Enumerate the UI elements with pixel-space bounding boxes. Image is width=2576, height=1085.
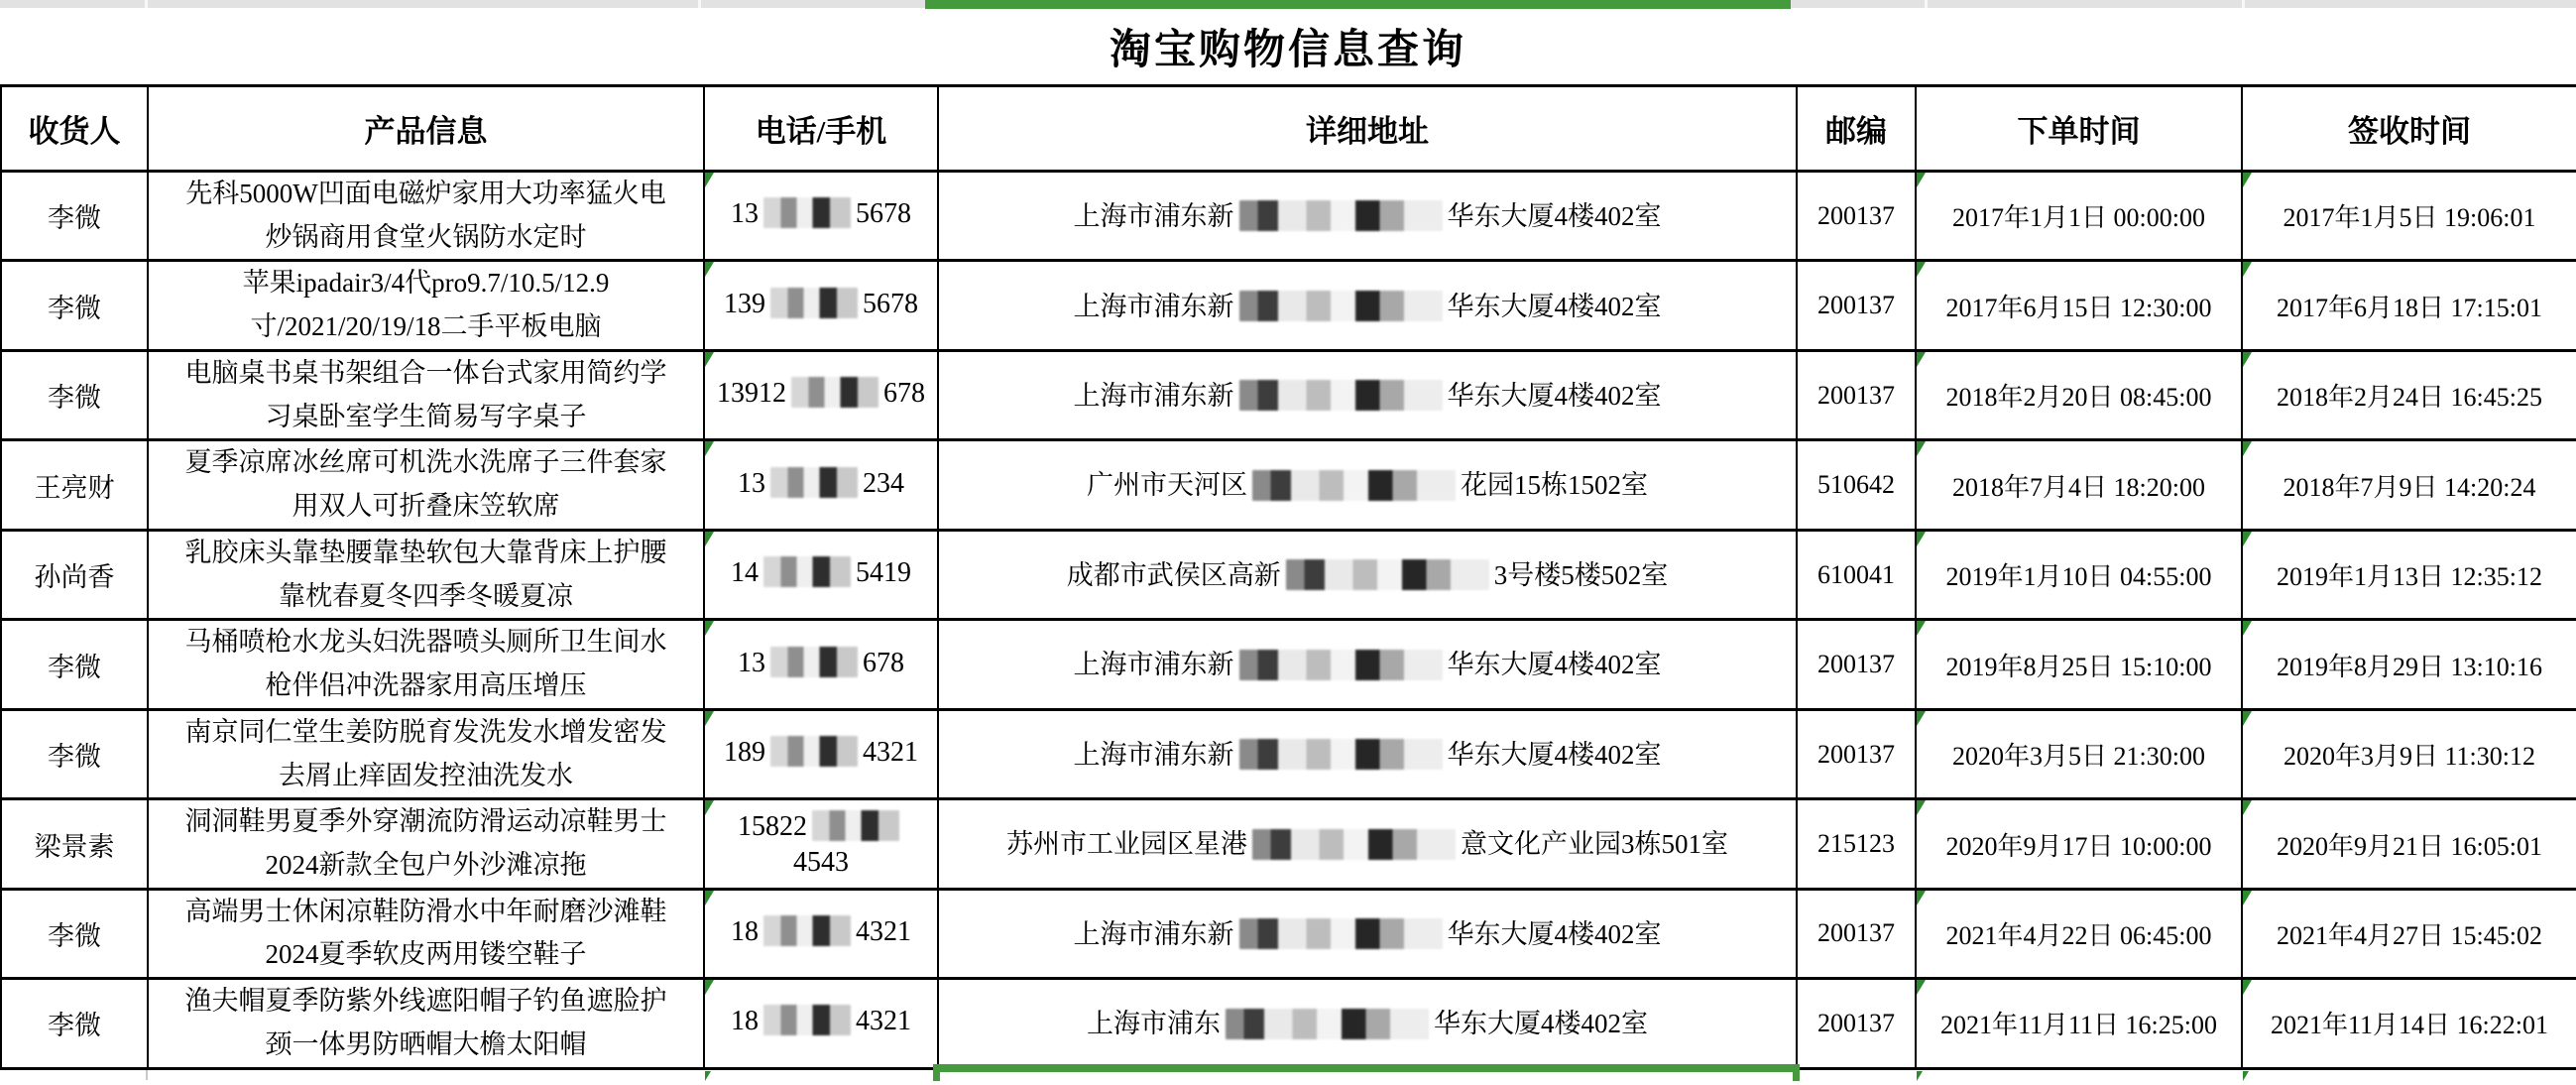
cell-phone[interactable] bbox=[704, 979, 938, 1068]
product-text: 洞洞鞋男夏季外穿潮流防滑运动凉鞋男士2024新款全包户外沙滩凉拖 bbox=[184, 806, 667, 881]
zip-text: 200137 bbox=[1817, 200, 1895, 230]
redaction-block bbox=[812, 810, 899, 841]
redaction-block bbox=[1239, 739, 1443, 770]
cell-product[interactable] bbox=[148, 620, 704, 709]
cell-product[interactable] bbox=[148, 350, 704, 439]
product-text: 夏季凉席冰丝席可机洗水洗席子三件套家用双人可折叠床笠软席 bbox=[184, 447, 667, 522]
redaction-block bbox=[770, 736, 858, 767]
cell-product[interactable] bbox=[148, 530, 704, 619]
cell-recipient[interactable] bbox=[1, 620, 148, 709]
cell-flag-triangle-icon bbox=[1917, 532, 1926, 546]
cell-order-time[interactable] bbox=[1916, 889, 2242, 978]
cell-flag-triangle-icon bbox=[705, 980, 714, 995]
cell-flag-triangle-icon bbox=[705, 1071, 711, 1081]
order-time-text: 2021年4月22日 06:45:00 bbox=[1945, 920, 2212, 950]
zip-text: 200137 bbox=[1817, 380, 1895, 410]
cell-zip[interactable] bbox=[1797, 350, 1916, 439]
address-prefix-text: 苏州市工业园区星港 bbox=[1006, 829, 1247, 860]
cell-flag-triangle-icon bbox=[705, 621, 714, 636]
table-row bbox=[1, 440, 2576, 530]
redaction-block bbox=[763, 915, 851, 946]
cell-product[interactable] bbox=[148, 979, 704, 1068]
cell-address[interactable] bbox=[938, 172, 1797, 261]
cell-flag-triangle-icon bbox=[1917, 173, 1926, 187]
receipt-time-text: 2020年9月21日 16:05:01 bbox=[2277, 831, 2542, 861]
phone-suffix-text: 5419 bbox=[856, 557, 911, 589]
redaction-block bbox=[770, 288, 858, 318]
table-row bbox=[1, 709, 2576, 798]
recipient-text: 李微 bbox=[48, 920, 101, 951]
order-time-text: 2018年2月20日 08:45:00 bbox=[1945, 383, 2212, 413]
product-text: 高端男士休闲凉鞋防滑水中年耐磨沙滩鞋2024夏季软皮两用镂空鞋子 bbox=[184, 896, 667, 970]
order-time-text: 2019年1月10日 04:55:00 bbox=[1945, 562, 2212, 592]
cell-phone[interactable] bbox=[704, 620, 938, 709]
cell-address[interactable] bbox=[938, 530, 1797, 619]
address-prefix-text: 上海市浦东新 bbox=[1073, 918, 1234, 949]
product-text: 电脑桌书桌书架组合一体台式家用简约学习桌卧室学生简易写字桌子 bbox=[184, 357, 667, 431]
strip-gridline bbox=[2242, 0, 2245, 8]
cell-flag-triangle-icon bbox=[1917, 352, 1926, 367]
recipient-text: 李微 bbox=[48, 293, 101, 323]
cell-receipt-time[interactable] bbox=[2242, 979, 2576, 1068]
phone-prefix-text: 13 bbox=[738, 647, 765, 678]
cell-product[interactable] bbox=[148, 172, 704, 261]
cell-order-time[interactable] bbox=[1916, 172, 2242, 261]
cell-receipt-time[interactable] bbox=[2242, 620, 2576, 709]
cell-receipt-time[interactable] bbox=[2242, 350, 2576, 439]
cell-receipt-time[interactable] bbox=[2242, 889, 2576, 978]
recipient-text: 梁景素 bbox=[34, 831, 115, 862]
cell-product[interactable] bbox=[148, 709, 704, 798]
product-text: 苹果ipadair3/4代pro9.7/10.5/12.9寸/2021/20/19/18二手平板电脑 bbox=[242, 268, 610, 342]
cell-flag-triangle-icon bbox=[2243, 891, 2252, 905]
cell-address[interactable] bbox=[938, 261, 1797, 350]
address-prefix-text: 上海市浦东新 bbox=[1073, 739, 1234, 770]
title-row bbox=[0, 8, 2576, 84]
address-suffix-text: 华东大厦4楼402室 bbox=[1447, 201, 1662, 232]
column-header-product[interactable]: 产品信息 bbox=[148, 86, 704, 172]
cell-product[interactable] bbox=[148, 440, 704, 530]
redaction-block bbox=[1239, 650, 1443, 680]
recipient-text: 李微 bbox=[48, 742, 101, 773]
cell-zip[interactable] bbox=[1797, 799, 1916, 889]
receipt-time-text: 2017年6月18日 17:15:01 bbox=[2277, 293, 2542, 322]
redaction-block bbox=[1239, 291, 1443, 321]
phone-suffix-text: 5678 bbox=[856, 198, 911, 230]
redaction-block bbox=[1252, 470, 1456, 501]
order-time-text: 2020年3月5日 21:30:00 bbox=[1952, 742, 2205, 772]
recipient-text: 孙尚香 bbox=[34, 562, 115, 593]
cell-address[interactable] bbox=[938, 440, 1797, 530]
cell-flag-triangle-icon bbox=[2243, 173, 2252, 187]
redaction-block bbox=[1286, 559, 1489, 590]
cell-flag-triangle-icon bbox=[705, 352, 714, 367]
cell-zip[interactable] bbox=[1797, 530, 1916, 619]
cell-receipt-time[interactable] bbox=[2242, 440, 2576, 530]
cell-recipient[interactable] bbox=[1, 799, 148, 889]
cell-flag-triangle-icon bbox=[2243, 800, 2252, 815]
address-prefix-text: 上海市浦东新 bbox=[1073, 201, 1234, 232]
cell-address[interactable] bbox=[938, 979, 1797, 1068]
cell-zip[interactable] bbox=[1797, 172, 1916, 261]
cell-flag-triangle-icon bbox=[2243, 621, 2252, 636]
recipient-text: 李微 bbox=[48, 383, 101, 414]
receipt-time-text: 2019年8月29日 13:10:16 bbox=[2277, 652, 2542, 681]
cell-receipt-time[interactable] bbox=[2242, 799, 2576, 889]
phone-prefix-text: 13912 bbox=[717, 378, 786, 410]
redaction-block bbox=[770, 647, 858, 677]
cell-recipient[interactable] bbox=[1, 350, 148, 439]
cell-zip[interactable] bbox=[1797, 440, 1916, 530]
phone-suffix-text: 678 bbox=[863, 647, 904, 678]
redaction-block bbox=[770, 467, 858, 498]
cell-flag-triangle-icon bbox=[705, 891, 714, 905]
selected-cell-border-stub bbox=[933, 1064, 940, 1081]
recipient-text: 李微 bbox=[48, 203, 101, 234]
cell-zip[interactable] bbox=[1797, 620, 1916, 709]
table-row bbox=[1, 261, 2576, 350]
strip-gridline bbox=[146, 1070, 148, 1080]
redaction-block bbox=[1239, 380, 1443, 411]
zip-text: 200137 bbox=[1817, 918, 1895, 948]
cell-receipt-time[interactable] bbox=[2242, 172, 2576, 261]
recipient-text: 王亮财 bbox=[34, 472, 115, 503]
receipt-time-text: 2018年2月24日 16:45:25 bbox=[2277, 383, 2542, 413]
receipt-time-text: 2020年3月9日 11:30:12 bbox=[2283, 742, 2535, 772]
cell-zip[interactable] bbox=[1797, 889, 1916, 978]
cell-flag-triangle-icon bbox=[2243, 532, 2252, 546]
cell-address[interactable] bbox=[938, 799, 1797, 889]
phone-suffix-text: 4321 bbox=[856, 1006, 911, 1037]
recipient-text: 李微 bbox=[48, 1011, 101, 1041]
cell-order-time[interactable] bbox=[1916, 350, 2242, 439]
cell-address[interactable] bbox=[938, 709, 1797, 798]
cell-recipient[interactable] bbox=[1, 261, 148, 350]
cell-order-time[interactable] bbox=[1916, 261, 2242, 350]
receipt-time-text: 2019年1月13日 12:35:12 bbox=[2277, 562, 2542, 592]
cell-order-time[interactable] bbox=[1916, 440, 2242, 530]
cell-recipient[interactable] bbox=[1, 709, 148, 798]
header-row bbox=[1, 86, 2576, 172]
zip-text: 610041 bbox=[1817, 559, 1895, 589]
cell-zip[interactable] bbox=[1797, 709, 1916, 798]
address-prefix-text: 上海市浦东新 bbox=[1073, 291, 1234, 321]
cell-phone[interactable] bbox=[704, 799, 938, 889]
order-time-text: 2018年7月4日 18:20:00 bbox=[1952, 472, 2205, 502]
purchase-info-table bbox=[0, 84, 2576, 1070]
cell-flag-triangle-icon bbox=[1917, 711, 1926, 726]
cell-order-time[interactable] bbox=[1916, 799, 2242, 889]
zip-text: 215123 bbox=[1817, 829, 1895, 859]
phone-prefix-text: 13 bbox=[738, 467, 765, 499]
receipt-time-text: 2021年11月14日 16:22:01 bbox=[2271, 1011, 2548, 1040]
redaction-block bbox=[1239, 918, 1443, 949]
cell-phone[interactable] bbox=[704, 172, 938, 261]
cell-flag-triangle-icon bbox=[705, 800, 714, 815]
zip-text: 200137 bbox=[1817, 1008, 1895, 1037]
phone-suffix-text: 5678 bbox=[863, 288, 918, 319]
redaction-block bbox=[763, 556, 851, 587]
cell-recipient[interactable] bbox=[1, 530, 148, 619]
cell-receipt-time[interactable] bbox=[2242, 530, 2576, 619]
phone-suffix-text: 234 bbox=[863, 467, 904, 499]
phone-suffix-text: 4321 bbox=[863, 736, 918, 768]
table-row bbox=[1, 530, 2576, 619]
cell-flag-triangle-icon bbox=[2243, 262, 2252, 277]
redaction-block bbox=[763, 197, 851, 228]
cell-flag-triangle-icon bbox=[1917, 891, 1926, 905]
column-header-order-time[interactable]: 下单时间 bbox=[1916, 86, 2242, 172]
cell-address[interactable] bbox=[938, 620, 1797, 709]
phone-suffix-text: 4543 bbox=[793, 846, 849, 878]
zip-text: 200137 bbox=[1817, 650, 1895, 679]
phone-prefix-text: 14 bbox=[731, 557, 759, 589]
product-text: 南京同仁堂生姜防脱育发洗发水增发密发去屑止痒固发控油洗发水 bbox=[184, 716, 667, 790]
address-suffix-text: 3号楼5楼502室 bbox=[1493, 559, 1669, 590]
order-time-text: 2017年6月15日 12:30:00 bbox=[1945, 293, 2212, 322]
cell-product[interactable] bbox=[148, 799, 704, 889]
cell-phone[interactable] bbox=[704, 889, 938, 978]
phone-prefix-text: 13 bbox=[731, 198, 759, 230]
cell-flag-triangle-icon bbox=[705, 441, 714, 456]
cell-product[interactable] bbox=[148, 261, 704, 350]
order-time-text: 2017年1月1日 00:00:00 bbox=[1952, 203, 2205, 233]
address-suffix-text: 华东大厦4楼402室 bbox=[1447, 918, 1662, 949]
cell-flag-triangle-icon bbox=[1917, 1071, 1923, 1081]
order-time-text: 2021年11月11日 16:25:00 bbox=[1939, 1011, 2218, 1040]
cell-flag-triangle-icon bbox=[705, 262, 714, 277]
cell-flag-triangle-icon bbox=[1917, 800, 1926, 815]
receipt-time-text: 2017年1月5日 19:06:01 bbox=[2283, 203, 2536, 233]
column-header-phone[interactable]: 电话/手机 bbox=[704, 86, 938, 172]
cell-recipient[interactable] bbox=[1, 979, 148, 1068]
cell-order-time[interactable] bbox=[1916, 530, 2242, 619]
address-suffix-text: 意文化产业园3栋501室 bbox=[1461, 829, 1728, 860]
cell-flag-triangle-icon bbox=[705, 173, 714, 187]
cell-flag-triangle-icon bbox=[2243, 352, 2252, 367]
cell-address[interactable] bbox=[938, 889, 1797, 978]
address-suffix-text: 华东大厦4楼402室 bbox=[1447, 381, 1662, 412]
cell-flag-triangle-icon bbox=[705, 711, 714, 726]
bottom-sheet-strip bbox=[0, 1070, 2576, 1085]
product-text: 先科5000W凹面电磁炉家用大功率猛火电炒锅商用食堂火锅防水定时 bbox=[185, 179, 666, 252]
cell-flag-triangle-icon bbox=[705, 532, 714, 546]
address-prefix-text: 上海市浦东 bbox=[1087, 1009, 1221, 1039]
cell-order-time[interactable] bbox=[1916, 979, 2242, 1068]
column-header-zip[interactable]: 邮编 bbox=[1797, 86, 1916, 172]
table-row bbox=[1, 979, 2576, 1068]
zip-text: 200137 bbox=[1817, 739, 1895, 769]
recipient-text: 李微 bbox=[48, 652, 101, 682]
cell-flag-triangle-icon bbox=[1917, 441, 1926, 456]
column-header-address[interactable]: 详细地址 bbox=[938, 86, 1797, 172]
address-suffix-text: 华东大厦4楼402室 bbox=[1434, 1009, 1648, 1039]
product-text: 渔夫帽夏季防紫外线遮阳帽子钓鱼遮脸护颈一体男防晒帽大檐太阳帽 bbox=[184, 986, 667, 1059]
address-prefix-text: 上海市浦东新 bbox=[1073, 381, 1234, 412]
order-time-text: 2020年9月17日 10:00:00 bbox=[1945, 831, 2212, 861]
cell-flag-triangle-icon bbox=[2243, 980, 2252, 995]
page-title[interactable]: 淘宝购物信息查询 bbox=[1109, 27, 1466, 73]
zip-text: 510642 bbox=[1817, 470, 1895, 500]
product-text: 乳胶床头靠垫腰靠垫软包大靠背床上护腰靠枕春夏冬四季冬暖夏凉 bbox=[184, 537, 667, 611]
table-row bbox=[1, 172, 2576, 261]
column-header-recipient[interactable]: 收货人 bbox=[1, 86, 148, 172]
selection-highlight-top bbox=[925, 0, 1791, 9]
address-prefix-text: 成都市武侯区高新 bbox=[1066, 559, 1281, 590]
cell-flag-triangle-icon bbox=[2243, 1071, 2249, 1081]
cell-flag-triangle-icon bbox=[1917, 621, 1926, 636]
cell-phone[interactable] bbox=[704, 440, 938, 530]
selected-cell-border-stub bbox=[1793, 1064, 1800, 1081]
cell-phone[interactable] bbox=[704, 709, 938, 798]
phone-prefix-text: 18 bbox=[731, 1006, 759, 1037]
address-suffix-text: 花园15栋1502室 bbox=[1461, 470, 1648, 501]
phone-prefix-text: 18 bbox=[731, 915, 759, 947]
receipt-time-text: 2018年7月9日 14:20:24 bbox=[2283, 472, 2536, 502]
zip-text: 200137 bbox=[1817, 291, 1895, 320]
address-suffix-text: 华东大厦4楼402室 bbox=[1447, 291, 1662, 321]
cell-flag-triangle-icon bbox=[2243, 711, 2252, 726]
order-time-text: 2019年8月25日 15:10:00 bbox=[1945, 652, 2212, 681]
address-prefix-text: 广州市天河区 bbox=[1087, 470, 1247, 501]
cell-flag-triangle-icon bbox=[2243, 441, 2252, 456]
cell-recipient[interactable] bbox=[1, 172, 148, 261]
redaction-block bbox=[763, 1005, 851, 1035]
phone-prefix-text: 15822 bbox=[738, 810, 807, 842]
cell-order-time[interactable] bbox=[1916, 709, 2242, 798]
table-row bbox=[1, 620, 2576, 709]
cell-recipient[interactable] bbox=[1, 889, 148, 978]
phone-suffix-text: 678 bbox=[883, 378, 925, 410]
cell-phone[interactable] bbox=[704, 350, 938, 439]
strip-gridline bbox=[1925, 0, 1928, 8]
redaction-block bbox=[1226, 1009, 1429, 1039]
receipt-time-text: 2021年4月27日 15:45:02 bbox=[2277, 920, 2542, 950]
cell-phone[interactable] bbox=[704, 530, 938, 619]
redaction-block bbox=[1252, 829, 1456, 860]
cell-recipient[interactable] bbox=[1, 440, 148, 530]
table-row bbox=[1, 889, 2576, 978]
cell-zip[interactable] bbox=[1797, 261, 1916, 350]
table-row bbox=[1, 799, 2576, 889]
phone-suffix-text: 4321 bbox=[856, 915, 911, 947]
phone-prefix-text: 139 bbox=[724, 288, 765, 319]
selected-cell-border bbox=[933, 1064, 1800, 1072]
cell-flag-triangle-icon bbox=[1917, 262, 1926, 277]
address-suffix-text: 华东大厦4楼402室 bbox=[1447, 650, 1662, 680]
product-text: 马桶喷枪水龙头妇洗器喷头厕所卫生间水枪伴侣冲洗器家用高压增压 bbox=[184, 627, 667, 701]
phone-prefix-text: 189 bbox=[724, 736, 765, 768]
strip-gridline bbox=[145, 0, 148, 8]
cell-receipt-time[interactable] bbox=[2242, 709, 2576, 798]
redaction-block bbox=[791, 377, 878, 408]
strip-gridline bbox=[698, 0, 701, 8]
address-suffix-text: 华东大厦4楼402室 bbox=[1447, 739, 1662, 770]
cell-order-time[interactable] bbox=[1916, 620, 2242, 709]
cell-address[interactable] bbox=[938, 350, 1797, 439]
cell-receipt-time[interactable] bbox=[2242, 261, 2576, 350]
table-row bbox=[1, 350, 2576, 439]
column-header-receipt-time[interactable]: 签收时间 bbox=[2242, 86, 2576, 172]
cell-product[interactable] bbox=[148, 889, 704, 978]
redaction-block bbox=[1239, 200, 1443, 231]
cell-phone[interactable] bbox=[704, 261, 938, 350]
cell-zip[interactable] bbox=[1797, 979, 1916, 1068]
cell-flag-triangle-icon bbox=[1917, 980, 1926, 995]
address-prefix-text: 上海市浦东新 bbox=[1073, 650, 1234, 680]
top-sheet-strip bbox=[0, 0, 2576, 8]
